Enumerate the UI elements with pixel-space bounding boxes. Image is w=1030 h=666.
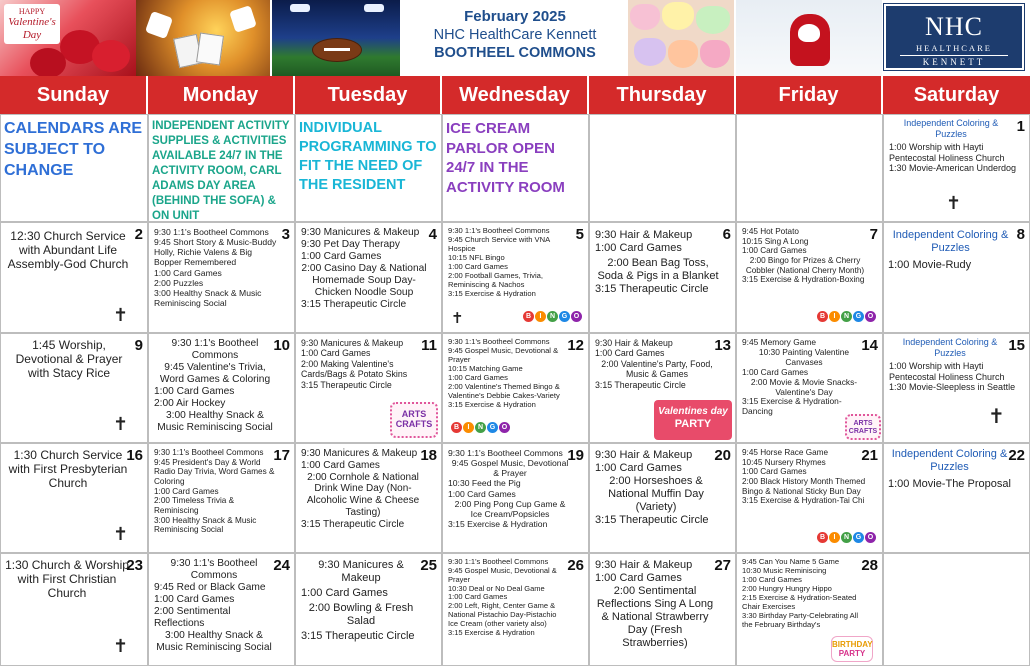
- event-line: 1:30 Movie-American Underdog: [889, 163, 1017, 174]
- day-number: 19: [567, 447, 584, 464]
- day-number: 2: [134, 226, 143, 243]
- bingo-balls-icon: [523, 311, 582, 322]
- event-line: 1:00 Card Games: [301, 459, 380, 471]
- cross-icon: ✝: [113, 636, 129, 656]
- calendar-header: [0, 0, 1030, 76]
- weekday-wednesday: Wednesday: [442, 76, 589, 114]
- event-line: 9:45 Hot Potato: [742, 227, 799, 236]
- event-line: 2:00 Bingo for Prizes & Cherry Cobbler (National Cherry Month): [745, 256, 865, 275]
- event-line: 9:30 Hair & Makeup: [595, 229, 693, 241]
- weekday-tuesday: Tuesday: [295, 76, 442, 114]
- event-line: 9:30 1:1's Bootheel Commons: [170, 558, 258, 582]
- day-cell-22: [883, 443, 1030, 553]
- event-line: 1:00 Card Games: [595, 241, 682, 254]
- event-independent: Independent Coloring & Puzzles: [902, 337, 998, 358]
- day-number: 11: [421, 337, 437, 354]
- day-cell-6: [589, 222, 736, 333]
- event-line: 10:15 NFL Bingo: [448, 252, 505, 262]
- day-number: 12: [567, 337, 584, 354]
- bingo-ball-o: O: [499, 422, 510, 433]
- day-cell-17: [148, 443, 295, 553]
- day-number: 27: [714, 557, 731, 574]
- day-number: 14: [861, 337, 878, 354]
- event-line: 9:45 Short Story & Music-Buddy Holly, Richie Valens & Big Bopper Remembered: [154, 237, 277, 268]
- event-line: 2:00 Movie & Movie Snacks-Valentine's Day: [750, 376, 858, 397]
- event-line: 2:00 Horseshoes & National Muffin Day (Variety): [608, 474, 704, 513]
- day-number: 17: [273, 447, 290, 464]
- event-line: 9:45 Gospel Music, Devotional & Prayer: [451, 458, 569, 479]
- logo-subtext-kennett: KENNETT: [900, 55, 1008, 67]
- event-line: 3:00 Healthy Snack & Music Reminiscing Social: [156, 630, 272, 654]
- day-number: 10: [273, 337, 290, 354]
- day-number: 16: [126, 447, 143, 464]
- event-line: 9:30 1:1's Bootheel Commons: [448, 557, 549, 566]
- casino-image: [136, 0, 270, 76]
- event-line: 3:15 Therapeutic Circle: [301, 299, 407, 311]
- event-line: 2:00 Bean Bag Toss, Soda & Pigs in a Blanket: [597, 256, 719, 282]
- logo-subtext-healthcare: HEALTHCARE: [916, 43, 992, 53]
- event-line: 2:00 Cornhole & National Drink Wine Day (Non-Alcoholic Wine & Cheese Tasting): [306, 471, 420, 518]
- day-number: 22: [1008, 447, 1025, 464]
- cross-icon: ✝: [988, 406, 1005, 428]
- day-number: 20: [714, 447, 731, 464]
- event-line: 2:00 Air Hockey: [154, 398, 226, 410]
- valentines-party-line2: PARTY: [674, 417, 712, 430]
- bingo-ball-b: B: [817, 532, 828, 543]
- event-line: 10:30 Feed the Pig: [448, 478, 521, 489]
- note-cell-monday: [148, 114, 295, 222]
- event-line: 2:00 Hungry Hungry Hippo: [742, 583, 832, 593]
- day-cell-18: [295, 443, 442, 553]
- event-line: 2:15 Exercise & Hydration-Seated Chair Exercises: [742, 592, 857, 611]
- mittens-heart-image: [736, 0, 882, 76]
- event-line: 3:15 Therapeutic Circle: [301, 379, 392, 390]
- event-line: 2:00 Casino Day & National Homemade Soup Day-Chicken Noodle Soup: [301, 263, 427, 299]
- empty-cell-thursday: [589, 114, 736, 222]
- birthday-line2: PARTY: [838, 649, 866, 659]
- bingo-balls-icon: [817, 311, 876, 322]
- cross-icon: ✝: [113, 414, 129, 434]
- event-line: 2:00 Puzzles: [154, 277, 204, 288]
- day-cell-3: [148, 222, 295, 333]
- nhc-logo: [884, 4, 1024, 70]
- event-line: 3:00 Healthy Snack & Music Reminiscing Social: [157, 410, 273, 434]
- event-line: 3:00 Healthy Snack & Music Reminiscing Social: [154, 515, 257, 535]
- cross-icon: ✝: [946, 193, 962, 213]
- event-independent: Independent Coloring & Puzzles: [903, 118, 999, 139]
- day-number: 8: [1016, 226, 1025, 243]
- event-line: 3:15 Exercise & Hydration: [448, 627, 535, 637]
- event-line: 1:00 Card Games: [742, 574, 802, 584]
- birthday-line1: BIRTHDAY: [832, 640, 873, 649]
- birthday-party-sticker: [831, 636, 873, 662]
- day-cell-24: [148, 553, 295, 666]
- event-line: 1:00 Card Games: [595, 348, 665, 359]
- event-line: 9:45 Horse Race Game: [742, 448, 829, 457]
- event-line: 10:45 Nursery Rhymes: [742, 457, 826, 467]
- day-number: 13: [714, 337, 731, 354]
- day-number: 4: [428, 226, 437, 243]
- valentines-party-line1: Valentines day: [658, 406, 728, 417]
- event-line: 2:00 Ping Pong Cup Game & Ice Cream/Popsicles: [454, 498, 566, 519]
- event-line: 1:00 Card Games: [742, 366, 809, 377]
- event-line: 9:30 1:1's Bootheel Commons: [448, 448, 563, 458]
- day-cell-10: [148, 333, 295, 443]
- event-line: 9:45 President's Day & World Radio Day Trivia, Word Games & Coloring: [154, 457, 275, 487]
- event-line: 3:15 Exercise & Hydration: [448, 288, 536, 298]
- event-line: 1:00 Card Games: [301, 348, 371, 359]
- event-line: 9:45 Church Service with VNA Hospice: [448, 234, 550, 253]
- event-line: 2:00 Valentine's Themed Bingo & Valentine's Debbie Cakes-Variety: [448, 381, 560, 400]
- event-line: 2:00 Bowling & Fresh Salad: [308, 601, 414, 627]
- unit-name: BOOTHEEL COMMONS: [434, 45, 596, 61]
- day-cell-25: [295, 553, 442, 666]
- day-number: 25: [420, 557, 437, 574]
- event-line: 10:30 Music Reminiscing: [742, 565, 827, 575]
- arts-crafts-sticker: ARTS CRAFTS: [845, 414, 881, 440]
- day-cell-20: [589, 443, 736, 553]
- bingo-ball-i: I: [535, 311, 546, 322]
- event-line: 1:00 Card Games: [154, 594, 235, 606]
- bingo-ball-o: O: [571, 311, 582, 322]
- schedule-change-note: CALENDARS ARE SUBJECT TO CHANGE: [4, 120, 143, 179]
- event-line: 1:00 Movie-Rudy: [888, 258, 972, 271]
- day-number: 9: [134, 337, 143, 354]
- valentine-roses-image: [0, 0, 136, 76]
- event-line: 9:45 Gospel Music, Devotional & Prayer: [448, 565, 557, 584]
- cross-icon: ✝: [113, 524, 129, 544]
- bingo-ball-g: G: [853, 532, 864, 543]
- day-number: 28: [861, 557, 878, 574]
- event-line: 9:30 Manicures & Makeup: [301, 338, 404, 348]
- event-line: 9:30 1:1's Bootheel Commons: [154, 448, 264, 457]
- event-line: 9:30 Manicures & Makeup: [301, 227, 420, 238]
- month-title: February 2025: [464, 8, 566, 25]
- event-line: 9:45 Red or Black Game: [154, 582, 266, 594]
- day-cell-28: [736, 553, 883, 666]
- day-cell-14: [736, 333, 883, 443]
- day-number: 21: [861, 447, 878, 464]
- day-number: 24: [273, 557, 290, 574]
- event-line: 1:00 Worship with Hayti Pentecostal Holiness Church: [889, 361, 1005, 382]
- event-line: 3:15 Therapeutic Circle: [301, 518, 405, 530]
- weekday-header-row: [0, 76, 1030, 114]
- cross-icon: ✝: [113, 305, 129, 325]
- event-line: 1:30 Movie-Sleepless in Seattle: [889, 382, 1016, 393]
- weekday-friday: Friday: [736, 76, 883, 114]
- arts-crafts-sticker: ARTS CRAFTS: [390, 402, 438, 438]
- day-cell-8: [883, 222, 1030, 333]
- event-line: 12:30 Church Service with Abundant Life Assembly-God Church: [7, 229, 129, 272]
- event-line: 3:15 Therapeutic Circle: [595, 379, 686, 390]
- day-cell-27: [589, 553, 736, 666]
- event-line: 3:15 Exercise & Hydration-Tai Chi: [742, 496, 865, 506]
- bingo-ball-o: O: [865, 311, 876, 322]
- day-number: 6: [722, 226, 731, 243]
- day-number: 26: [567, 557, 584, 574]
- day-number: 3: [281, 226, 290, 243]
- event-line: 10:30 Painting Valentine Canvases: [758, 346, 850, 367]
- event-independent: Independent Coloring & Puzzles: [892, 229, 1009, 254]
- event-independent: Independent Coloring & Puzzles: [891, 448, 1008, 473]
- event-line: 3:15 Exercise & Hydration: [448, 518, 548, 529]
- event-line: 9:30 Hair & Makeup: [595, 338, 673, 348]
- event-line: 10:30 Deal or No Deal Game: [448, 583, 545, 593]
- event-line: 1:00 Worship with Hayti Pentecostal Holiness Church: [889, 142, 1005, 163]
- event-line: 1:00 Movie-The Proposal: [888, 477, 1011, 490]
- event-line: 1:00 Card Games: [595, 461, 682, 474]
- day-cell-7: [736, 222, 883, 333]
- bingo-ball-b: B: [817, 311, 828, 322]
- note-cell-tuesday: [295, 114, 442, 222]
- event-line: 1:00 Card Games: [448, 372, 508, 382]
- event-line: 1:00 Card Games: [301, 586, 388, 599]
- event-line: 1:00 Card Games: [448, 261, 508, 271]
- day-cell-12: [442, 333, 589, 443]
- event-line: 1:00 Card Games: [154, 486, 219, 496]
- bingo-ball-b: B: [451, 422, 462, 433]
- day-cell-13: [589, 333, 736, 443]
- bingo-ball-b: B: [523, 311, 534, 322]
- individual-programming-note: INDIVIDUAL PROGRAMMING TO FIT THE NEED OF THE RESIDENT: [299, 120, 437, 193]
- event-line: 1:45 Worship, Devotional & Prayer with Stacy Rice: [15, 338, 123, 381]
- independent-supplies-note: INDEPENDENT ACTIVITY SUPPLIES & ACTIVITIES AVAILABLE 24/7 IN THE ACTIVITY ROOM, CARL ADAMS DAY AREA (BEHIND THE SOFA) & ON UNIT: [152, 120, 290, 222]
- weekday-thursday: Thursday: [589, 76, 736, 114]
- weekday-monday: Monday: [148, 76, 295, 114]
- event-line: 9:45 Gospel Music, Devotional & Prayer: [448, 345, 559, 364]
- day-cell-5: [442, 222, 589, 333]
- ice-cream-parlor-note: ICE CREAM PARLOR OPEN 24/7 IN THE ACTIVITY ROOM: [446, 120, 565, 196]
- event-line: 2:00 Left, Right, Center Game & National Pistachio Day-Pistachio Ice Cream (other variety also): [448, 601, 557, 628]
- day-number: 23: [126, 557, 143, 574]
- event-line: 9:45 Valentine's Trivia, Word Games & Coloring: [159, 362, 271, 386]
- day-number: 5: [575, 226, 584, 243]
- facility-name: NHC HealthCare Kennett: [433, 27, 597, 43]
- event-line: 3:15 Therapeutic Circle: [595, 282, 709, 295]
- event-line: 3:15 Therapeutic Circle: [595, 513, 709, 526]
- event-line: 2:00 Football Games, Trivia, Reminiscing & Nachos: [448, 270, 543, 289]
- day-number: 7: [869, 226, 878, 243]
- event-line: 9:30 Manicures & Makeup: [318, 559, 404, 584]
- day-number: 15: [1008, 337, 1025, 354]
- event-line: 2:00 Black History Month Themed Bingo & National Sticky Bun Day: [742, 477, 866, 496]
- event-line: 9:30 Manicures & Makeup: [301, 448, 418, 459]
- event-line: 10:15 Sing A Long: [742, 236, 809, 246]
- bingo-balls-icon: [451, 422, 510, 433]
- empty-cell-friday: [736, 114, 883, 222]
- football-stadium-image: [272, 0, 400, 76]
- event-line: 3:15 Exercise & Hydration-Dancing: [742, 396, 842, 417]
- event-line: 9:30 1:1's Bootheel Commons: [448, 337, 550, 346]
- event-line: 9:30 Pet Day Therapy: [301, 239, 400, 251]
- bingo-ball-g: G: [853, 311, 864, 322]
- bingo-ball-g: G: [559, 311, 570, 322]
- day-cell-11: [295, 333, 442, 443]
- event-line: 1:00 Card Games: [154, 386, 235, 398]
- day-cell-23: [0, 553, 148, 666]
- valentine-badge-line2: Valentine's: [8, 16, 56, 29]
- day-cell-2: [0, 222, 148, 333]
- weekday-saturday: Saturday: [883, 76, 1030, 114]
- event-line: 9:45 Memory Game: [742, 337, 817, 347]
- bingo-ball-i: I: [463, 422, 474, 433]
- event-line: 3:00 Healthy Snack & Music Reminiscing Social: [154, 287, 262, 308]
- bingo-ball-i: I: [829, 532, 840, 543]
- day-cell-21: [736, 443, 883, 553]
- event-line: 2:00 Valentine's Party, Food, Music & Games: [601, 358, 713, 380]
- valentines-party-sticker: [654, 400, 732, 440]
- day-number: 18: [420, 447, 437, 464]
- day-cell-1: [883, 114, 1030, 222]
- event-line: 3:30 Birthday Party-Celebrating All the February Birthday's: [742, 610, 859, 629]
- day-cell-4: [295, 222, 442, 333]
- event-line: 1:00 Card Games: [448, 488, 516, 499]
- event-line: 1:00 Card Games: [742, 467, 807, 477]
- day-cell-19: [442, 443, 589, 553]
- event-line: 1:00 Card Games: [301, 251, 382, 263]
- note-cell-wednesday: [442, 114, 589, 222]
- event-line: 1:00 Card Games: [595, 571, 682, 584]
- event-line: 2:00 Sentimental Reflections: [154, 606, 231, 630]
- event-line: 9:30 1:1's Bootheel Commons: [448, 226, 550, 235]
- event-line: 3:15 Exercise & Hydration: [448, 399, 536, 409]
- event-line: 1:00 Card Games: [154, 267, 222, 278]
- bingo-ball-n: N: [841, 311, 852, 322]
- valentine-badge-line3: Day: [22, 29, 42, 42]
- event-line: 1:30 Church & Worship with First Christian Church: [5, 558, 129, 601]
- event-line: 1:30 Church Service with First Presbyterian Church: [8, 448, 128, 491]
- day-number: 1: [1016, 118, 1025, 135]
- candy-hearts-image: [628, 0, 734, 76]
- bingo-ball-n: N: [475, 422, 486, 433]
- event-line: 1:00 Card Games: [742, 246, 807, 256]
- bingo-ball-n: N: [841, 532, 852, 543]
- bingo-ball-g: G: [487, 422, 498, 433]
- event-line: 3:15 Exercise & Hydration-Boxing: [742, 275, 865, 285]
- day-cell-15: [883, 333, 1030, 443]
- cross-icon: ✝: [451, 310, 464, 327]
- bingo-ball-n: N: [547, 311, 558, 322]
- day-cell-9: [0, 333, 148, 443]
- note-cell-sunday: [0, 114, 148, 222]
- event-line: 2:00 Making Valentine's Cards/Bags & Potato Skins: [301, 358, 408, 380]
- event-line: 9:30 Hair & Makeup: [595, 449, 693, 461]
- logo-text: NHC: [925, 12, 983, 41]
- event-line: 9:30 1:1's Bootheel Commons: [154, 227, 269, 237]
- valentine-badge-line1: HAPPY: [18, 7, 46, 16]
- event-line: 9:45 Can You Name 5 Game: [742, 557, 840, 566]
- day-cell-16: [0, 443, 148, 553]
- bingo-ball-i: I: [829, 311, 840, 322]
- event-line: 9:30 1:1's Bootheel Commons: [171, 338, 259, 362]
- bingo-ball-o: O: [865, 532, 876, 543]
- empty-cell-saturday-end: [883, 553, 1030, 666]
- calendar-title-block: [402, 0, 628, 76]
- event-line: 2:00 Timeless Trivia & Reminiscing: [154, 496, 235, 516]
- event-line: 2:00 Sentimental Reflections Sing A Long & National Strawberry Day (Fresh Strawberries): [596, 584, 714, 649]
- bingo-balls-icon: [817, 532, 876, 543]
- weekday-sunday: Sunday: [0, 76, 148, 114]
- event-line: 10:15 Matching Game: [448, 363, 523, 373]
- event-line: 1:00 Card Games: [448, 592, 508, 602]
- event-line: 3:15 Therapeutic Circle: [301, 629, 415, 642]
- day-cell-26: [442, 553, 589, 666]
- event-line: 9:30 Hair & Makeup: [595, 559, 693, 571]
